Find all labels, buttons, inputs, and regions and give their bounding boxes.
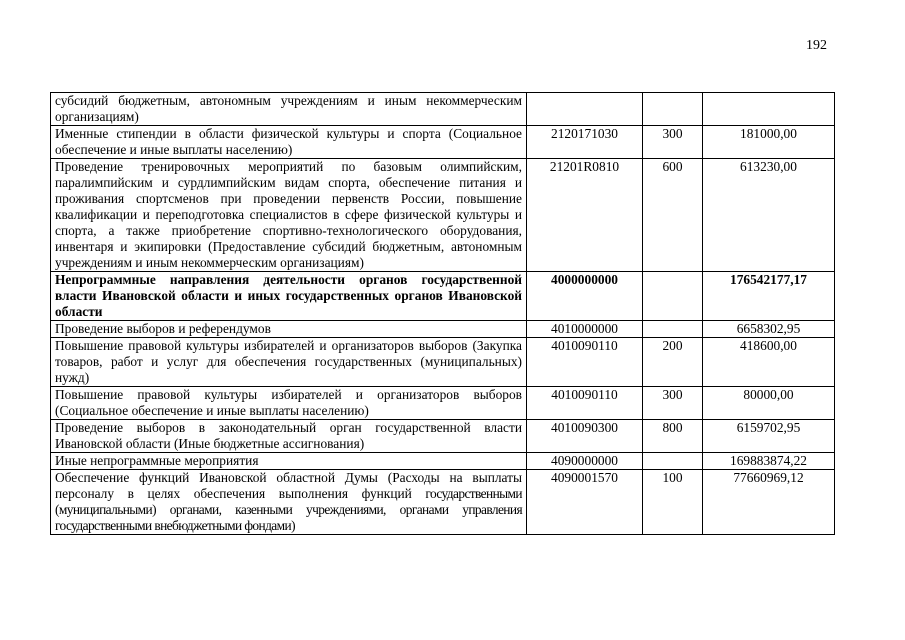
row-amount: 169883874,22 xyxy=(703,453,835,470)
row-expense-type xyxy=(643,272,703,321)
row-amount xyxy=(703,93,835,126)
row-amount: 6159702,95 xyxy=(703,420,835,453)
table-row xyxy=(51,453,835,470)
table-row xyxy=(51,93,835,126)
row-expense-type xyxy=(643,93,703,126)
row-expense-type xyxy=(643,321,703,338)
row-code: 4090000000 xyxy=(527,453,643,470)
row-expense-type: 300 xyxy=(643,387,703,420)
row-expense-type: 600 xyxy=(643,159,703,272)
row-code: 4010000000 xyxy=(527,321,643,338)
row-code: 4010090110 xyxy=(527,338,643,387)
row-description-tail: государственными (муниципальными) органами, казенными учреждениями, органами управления государственными внебюджетными фондами) xyxy=(55,486,522,533)
table-row xyxy=(51,387,835,420)
table-row xyxy=(51,470,835,535)
row-description: Проведение выборов в законодательный орган государственной власти Ивановской области (Иные бюджетные ассигнования) xyxy=(51,420,527,453)
row-description: Проведение тренировочных мероприятий по базовым олимпийским, паралимпийским и сурдлимпийским видам спорта, обеспечение питания и проживания спортсменов при проведении первенств России, повышение квалификации и переподготовка специалистов в сфере физической культуры и спорта, а также приобретение спортивно-технологического оборудования, инвентаря и экипировки (Предоставление субсидий бюджетным, автономным учреждениям и иным некоммерческим организациям) xyxy=(51,159,527,272)
row-amount: 6658302,95 xyxy=(703,321,835,338)
row-description xyxy=(51,470,527,535)
row-code: 4010090110 xyxy=(527,387,643,420)
row-code: 4090001570 xyxy=(527,470,643,535)
row-amount: 418600,00 xyxy=(703,338,835,387)
page-number: 192 xyxy=(806,38,827,53)
row-code xyxy=(527,93,643,126)
row-code: 21201R0810 xyxy=(527,159,643,272)
row-expense-type xyxy=(643,453,703,470)
table-row xyxy=(51,420,835,453)
row-expense-type: 300 xyxy=(643,126,703,159)
table-row xyxy=(51,321,835,338)
table-row xyxy=(51,159,835,272)
row-description-head: Обеспечение функций Ивановской областной Думы (Расходы на выплаты персоналу в целях обеспечения выполнения функций xyxy=(55,470,522,501)
row-amount: 613230,00 xyxy=(703,159,835,272)
row-expense-type: 800 xyxy=(643,420,703,453)
row-description: Непрограммные направления деятельности органов государственной власти Ивановской области и иных государственных органов Ивановской области xyxy=(51,272,527,321)
budget-table xyxy=(50,92,835,535)
row-description: Повышение правовой культуры избирателей и организаторов выборов (Закупка товаров, работ и услуг для обеспечения государственных (муниципальных) нужд) xyxy=(51,338,527,387)
row-expense-type: 200 xyxy=(643,338,703,387)
row-expense-type: 100 xyxy=(643,470,703,535)
table-row xyxy=(51,338,835,387)
row-amount: 80000,00 xyxy=(703,387,835,420)
row-code: 4010090300 xyxy=(527,420,643,453)
row-amount: 181000,00 xyxy=(703,126,835,159)
table-row xyxy=(51,272,835,321)
row-code: 2120171030 xyxy=(527,126,643,159)
table-row xyxy=(51,126,835,159)
row-amount: 77660969,12 xyxy=(703,470,835,535)
row-description: Иные непрограммные мероприятия xyxy=(51,453,527,470)
row-description: Именные стипендии в области физической культуры и спорта (Социальное обеспечение и иные выплаты населению) xyxy=(51,126,527,159)
row-amount: 176542177,17 xyxy=(703,272,835,321)
row-description: Проведение выборов и референдумов xyxy=(51,321,527,338)
row-code: 4000000000 xyxy=(527,272,643,321)
row-description: субсидий бюджетным, автономным учреждениям и иным некоммерческим организациям) xyxy=(51,93,527,126)
row-description: Повышение правовой культуры избирателей и организаторов выборов (Социальное обеспечение и иные выплаты населению) xyxy=(51,387,527,420)
